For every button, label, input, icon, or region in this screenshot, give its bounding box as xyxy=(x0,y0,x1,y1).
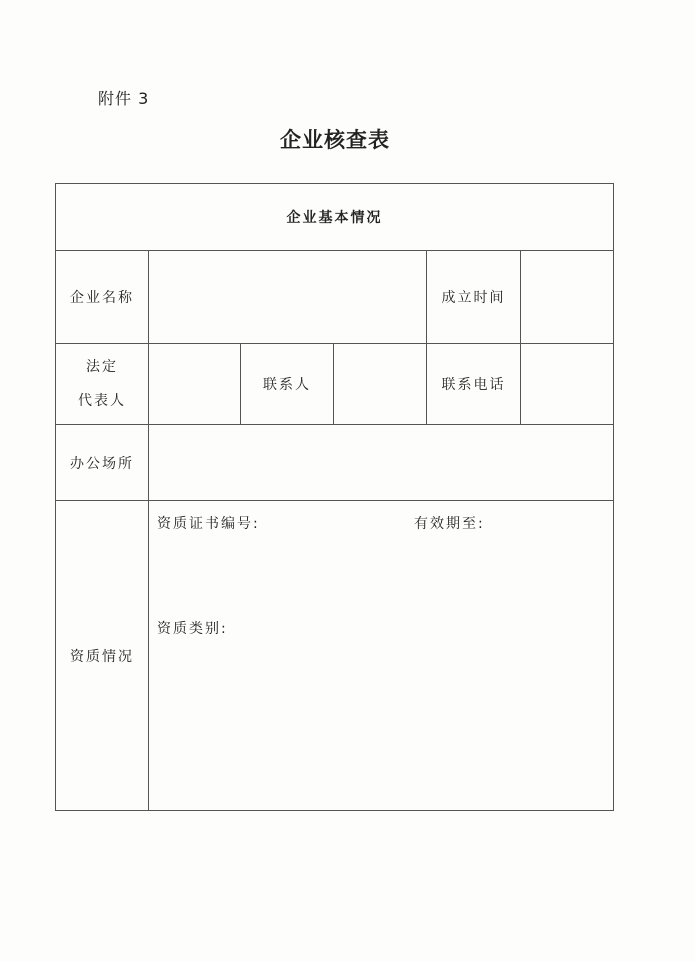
legal-rep-line2: 代表人 xyxy=(78,393,126,409)
qualification-type-label: 资质类别: xyxy=(157,621,228,637)
legal-representative-field[interactable] xyxy=(149,344,241,425)
valid-until-label: 有效期至: xyxy=(414,516,485,532)
contact-phone-field[interactable] xyxy=(521,344,614,425)
legal-rep-line1: 法定 xyxy=(86,359,118,375)
qualification-field[interactable] xyxy=(149,501,614,811)
document-title: 企业核查表 xyxy=(280,127,390,152)
qualification-label: 资质情况 xyxy=(56,501,149,811)
established-date-field[interactable] xyxy=(521,251,614,344)
section-header: 企业基本情况 xyxy=(56,184,614,251)
contact-phone-label: 联系电话 xyxy=(427,344,521,425)
legal-representative-label xyxy=(56,344,149,425)
office-address-field[interactable] xyxy=(149,425,614,501)
company-name-label: 企业名称 xyxy=(56,251,149,344)
office-address-label: 办公场所 xyxy=(56,425,149,501)
attachment-label: 附件 3 xyxy=(98,89,150,108)
verification-table xyxy=(55,183,614,811)
cert-number-label: 资质证书编号: xyxy=(157,516,260,532)
established-date-label: 成立时间 xyxy=(427,251,521,344)
company-name-field[interactable] xyxy=(149,251,427,344)
contact-person-field[interactable] xyxy=(334,344,427,425)
contact-person-label: 联系人 xyxy=(241,344,334,425)
